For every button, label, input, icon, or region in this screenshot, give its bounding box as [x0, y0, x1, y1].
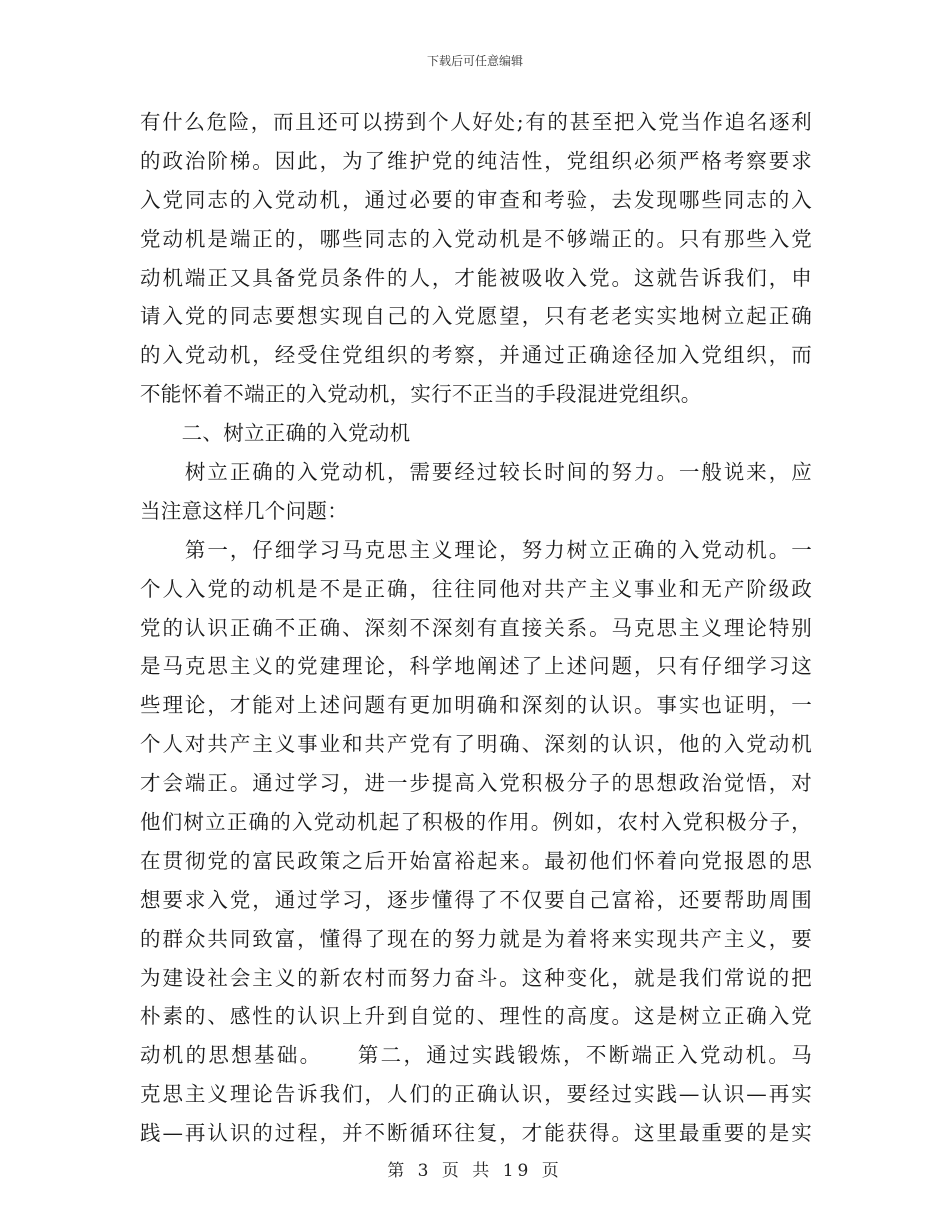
text-line: 才会端正。通过学习，进一步提高入党积极分子的思想政治觉悟，对 [140, 771, 812, 796]
text-line: 有什么危险，而且还可以捞到个人好处;有的甚至把入党当作追名逐利 [140, 110, 812, 134]
text-line: 想要求入党，通过学习，逐步懂得了不仅要自己富裕，还要帮助周围 [140, 887, 812, 912]
text-line: 个人入党的动机是不是正确，往往同他对共产主义事业和无产阶级政 [140, 576, 812, 601]
text-line: 党动机是端正的，哪些同志的入党动机是不够端正的。只有那些入党 [140, 226, 812, 251]
text-line: 克思主义理论告诉我们，人们的正确认识，要经过实践—认识—再实 [140, 1082, 812, 1107]
text-line: 在贯彻党的富民政策之后开始富裕起来。最初他们怀着向党报恩的思 [140, 848, 812, 873]
text-line: 个人对共产主义事业和共产党有了明确、深刻的认识，他的入党动机 [140, 732, 812, 757]
text-line: 树立正确的入党动机，需要经过较长时间的努力。一般说来，应 [140, 460, 812, 485]
text-line: 些理论，才能对上述问题有更加明确和深刻的认识。事实也证明，一 [140, 693, 812, 718]
text-line: 二、树立正确的入党动机 [140, 421, 411, 446]
text-line: 为建设社会主义的新农村而努力奋斗。这种变化，就是我们常说的把 [140, 965, 812, 990]
text-line: 不能怀着不端正的入党动机，实行不正当的手段混进党组织。 [140, 382, 702, 407]
page-header: 下载后可任意编辑 [426, 54, 523, 68]
text-line: 第一，仔细学习马克思主义理论，努力树立正确的入党动机。一 [140, 537, 812, 562]
text-line: 当注意这样几个问题： [140, 498, 348, 523]
text-line: 的群众共同致富，懂得了现在的努力就是为着将来实现共产主义，要 [140, 926, 812, 951]
text-line: 朴素的、感性的认识上升到自觉的、理性的高度。这是树立正确入党 [140, 1004, 812, 1029]
text-line: 请入党的同志要想实现自己的入党愿望，只有老老实实地树立起正确 [140, 304, 812, 329]
text-line: 的政治阶梯。因此，为了维护党的纯洁性，党组织必须严格考察要求 [140, 148, 812, 173]
document-body [140, 103, 812, 1153]
text-line: 他们树立正确的入党动机起了积极的作用。例如，农村入党积极分子， [140, 810, 812, 835]
text-line: 践—再认识的过程，并不断循环往复，才能获得。这里最重要的是实 [140, 1121, 812, 1146]
text-line: 动机端正又具备党员条件的人，才能被吸收入党。这就告诉我们，申 [140, 265, 812, 290]
text-line: 党的认识正确不正确、深刻不深刻有直接关系。马克思主义理论特别 [140, 615, 812, 640]
page-number: 第 3 页 共 19 页 [387, 1161, 563, 1181]
text-line: 动机的思想基础。 第二，通过实践锻炼，不断端正入党动机。马 [140, 1043, 812, 1068]
text-line: 是马克思主义的党建理论，科学地阐述了上述问题，只有仔细学习这 [140, 654, 812, 679]
text-line: 的入党动机，经受住党组织的考察，并通过正确途径加入党组织，而 [140, 343, 812, 368]
text-line: 入党同志的入党动机，通过必要的审查和考验，去发现哪些同志的入 [140, 187, 812, 212]
